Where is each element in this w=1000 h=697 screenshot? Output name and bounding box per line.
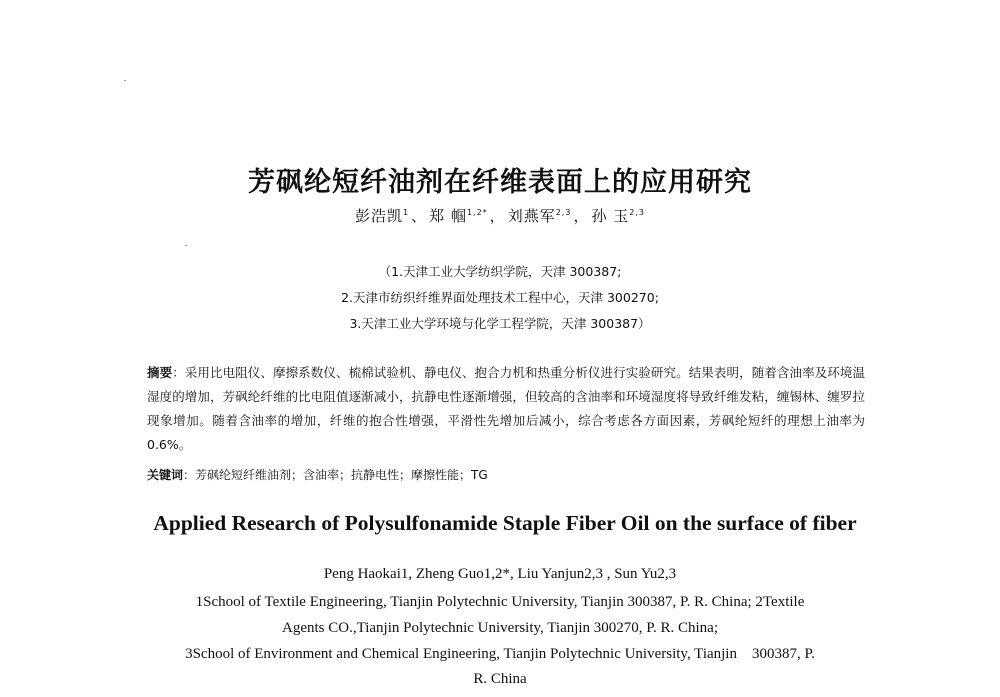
keywords-cn [147,466,865,483]
abstract-cn [147,361,865,457]
affiliation-cn: （1.天津工业大学纺织学院，天津 300387; [378,264,622,279]
abstract-text: ：采用比电阻仪、摩擦系数仪、梳棉试验机、静电仪、抱合力机和热重分析仪进行实验研究。结果表明，随着含油率及环境温湿度的增加，芳砜纶纤维的比电阻值逐渐减小，抗静电性逐渐增强，但较高的含油率和环境湿度将导致纤维发粘，缠锡林、缠罗拉现象增加。随着含油率的增加，纤维的抱合性增强，平滑性先增加后减小，综合考虑各方面因素，芳砜纶短纤的理想上油率为0.6%。 [147,365,865,452]
scan-speck [185,245,187,246]
keywords-text: ：芳砜纶短纤维油剂；含油率；抗静电性；摩擦性能；TG [183,468,488,482]
author-list-cn: 彭浩凯$^1$ 、 郑 帼$^{1,2*}$ ， 刘燕军$^{2,3}$ ， 孙 玉$^{2,3}$ [355,207,645,225]
affiliation-cn: 2.天津市纺织纤维界面处理技术工程中心，天津 300270; [341,290,659,305]
affiliation-en: R. China [473,671,527,687]
scan-speck [124,80,126,81]
author-cn: 刘燕军$^{2,3}$ [507,207,572,225]
affiliation-cn: 3.天津工业大学环境与化学工程学院，天津 300387） [349,316,651,331]
keywords-label: 关键词 [147,468,184,482]
paper-title-cn: 芳砜纶短纤油剂在纤维表面上的应用研究 [248,167,752,198]
affiliation-en: 1School of Textile Engineering, Tianjin Polytechnic University, Tianjin 300387, P. R. China; 2Textile [195,594,805,610]
author-cn: 郑 帼$^{1,2*}$ [429,207,488,225]
abstract-label: 摘要 [147,365,173,380]
author-list-en: Peng Haokai1, Zheng Guo1,2*, Liu Yanjun2,3 , Sun Yu2,3 [323,566,677,582]
affiliation-en: Agents CO.,Tianjin Polytechnic University, Tianjin 300270, P. R. China; [281,620,718,636]
author-cn: 彭浩凯$^1$ [355,207,410,225]
affiliation-en: 3School of Environment and Chemical Engineering, Tianjin Polytechnic University, Tianjin 300387, P. [185,646,815,662]
author-cn: 孙 玉$^{2,3}$ [591,207,645,225]
paper-title-en: Applied Research of Polysulfonamide Staple Fiber Oil on the surface of fiber [153,511,857,535]
